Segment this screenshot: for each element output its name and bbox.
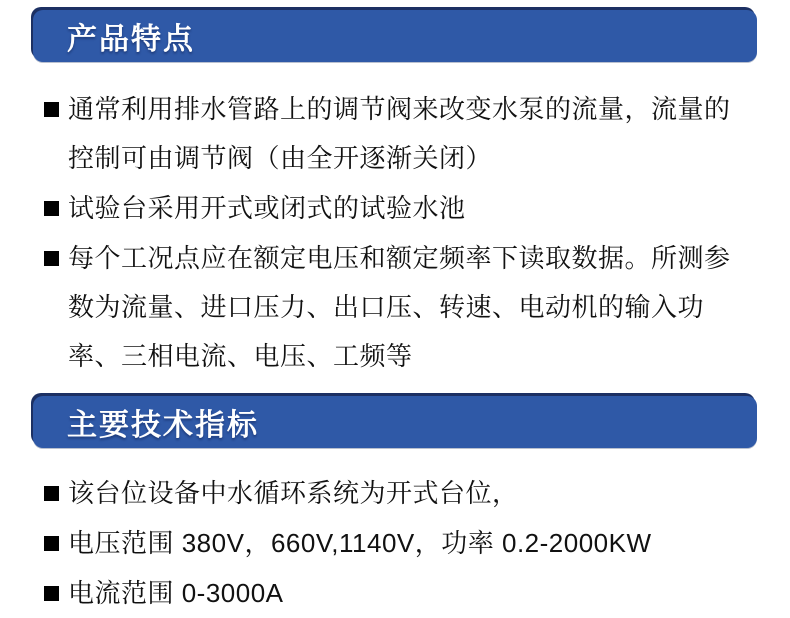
bullet-square-icon	[44, 536, 59, 551]
section-header-product-features	[33, 10, 757, 62]
bullet-text: 每个工况点应在额定电压和额定频率下读取数据。所测参数为流量、进口压力、出口压、转速、电动机的输入功率、三相电流、电压、工频等	[68, 243, 731, 371]
bullet-text: 通常利用排水管路上的调节阀来改变水泵的流量，流量的控制可由调节阀（由全开逐渐关闭）	[68, 94, 731, 173]
bullet-text: 该台位设备中水循环系统为开式台位，	[68, 478, 519, 508]
bullet-square-icon	[44, 486, 59, 501]
list-item	[44, 234, 756, 381]
bullet-square-icon	[44, 586, 59, 601]
bullet-text: 试验台采用开式或闭式的试验水池	[68, 193, 466, 223]
list-item	[44, 85, 756, 183]
bullet-text: 电压范围 380V，660V,1140V，功率 0.2-2000KW	[68, 528, 652, 558]
bullet-text: 电流范围 0-3000A	[68, 578, 284, 608]
technical-specs-list	[44, 469, 756, 618]
bullet-square-icon	[44, 102, 59, 117]
section-header-technical-specs	[33, 396, 757, 448]
product-features-list	[44, 85, 756, 381]
section-title: 主要技术指标	[67, 409, 259, 442]
bullet-square-icon	[44, 201, 59, 216]
section-title: 产品特点	[67, 23, 195, 56]
product-description-page	[0, 10, 790, 610]
list-item	[44, 184, 756, 233]
bullet-square-icon	[44, 251, 59, 266]
list-item	[44, 469, 756, 518]
list-item	[44, 569, 756, 618]
list-item	[44, 519, 756, 568]
